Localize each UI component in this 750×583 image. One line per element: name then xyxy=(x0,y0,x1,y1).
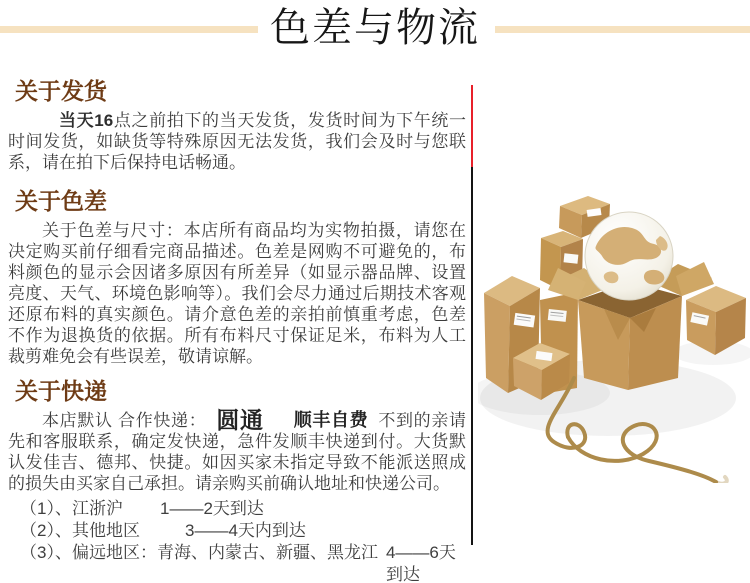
delivery-row-other-areas xyxy=(20,520,466,542)
globe xyxy=(585,212,673,300)
color-difference-paragraph: 关于色差与尺寸：本店所有商品均为实物拍摄，请您在决定购买前仔细看完商品描述。色差是网购不可避免的，布料颜色的显示会因诸多原因有所差异（如显示器品牌、设置亮度、天气、环境色影响等）。我们会尽力通过后期技术客观还原布料的真实颜色。请介意色差的亲拍前慎重考虑，色差不作为退换货的依据。所有布料尺寸保证足米，布料为人工裁剪难免会有些误差，敬请谅解。 xyxy=(8,221,466,366)
delivery-time: 1——2天到达 xyxy=(160,499,264,518)
page-title: 色差与物流 xyxy=(270,6,480,50)
boxes-globe-illustration-svg xyxy=(478,188,750,483)
express-paragraph xyxy=(8,407,466,494)
vertical-divider-red-segment xyxy=(471,85,473,167)
section-heading-shipping: 关于发货 xyxy=(15,78,107,104)
delivery-row-jiangzhehu xyxy=(20,498,466,520)
shipping-lead-bold: 当天16 xyxy=(59,111,114,130)
delivery-time-list xyxy=(20,498,466,583)
section-heading-express: 关于快递 xyxy=(15,378,107,404)
express-body-text: 不到的亲请先和客服联系，确定发快递，急件发顺丰快递到付。大货默认发佳吉、德邦、快捷。如因买家未指定导致不能派送照成的损失由买家自己承担。请亲购买前确认地址和快递公司。 xyxy=(8,411,466,493)
vertical-divider-line xyxy=(471,85,473,545)
description-content xyxy=(8,78,466,583)
delivery-region: （2）、其他地区 xyxy=(20,521,140,540)
boxes-globe-illustration xyxy=(478,188,750,483)
delivery-region: （1）、江浙沪 xyxy=(20,499,123,518)
shipping-paragraph xyxy=(8,110,466,173)
section-heading-color-difference: 关于色差 xyxy=(15,188,107,214)
express-intro-text: 本店默认 合作快递： xyxy=(42,411,207,430)
delivery-time: 4——6天到达 xyxy=(385,543,456,583)
courier-secondary-name: 顺丰自费 xyxy=(293,410,369,430)
delivery-region: （3）、偏远地区：青海、内蒙古、新疆、黑龙江 xyxy=(20,543,378,562)
shipping-body-text: 点之前拍下的当天发货，发货时间为下午统一时间发货，如缺货等特殊原因无法发货，我们会及时与您联系，请在拍下后保持电话畅通。 xyxy=(8,111,467,172)
delivery-row-remote-areas xyxy=(20,542,466,583)
delivery-time: 3——4天内到达 xyxy=(185,521,306,540)
courier-primary-name: 圆通 xyxy=(216,407,264,433)
